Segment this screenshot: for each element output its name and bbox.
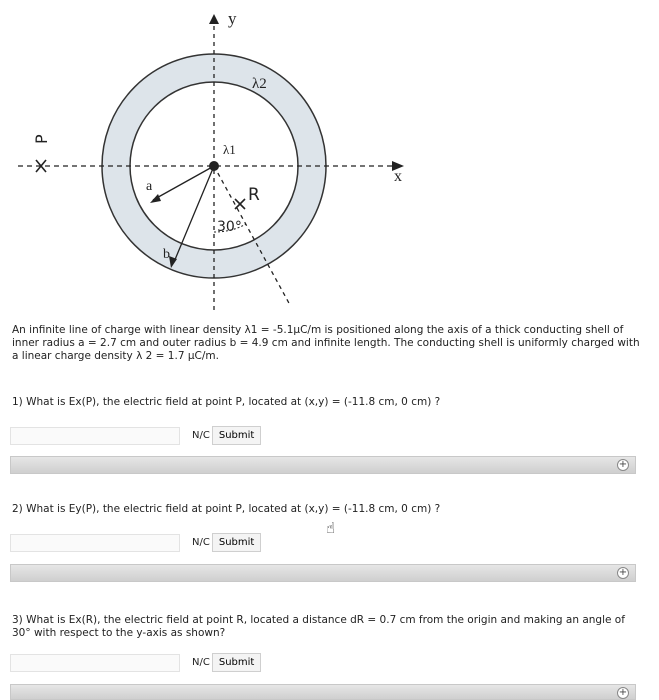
y-axis-arrow	[209, 14, 219, 24]
angle-label: 30°	[217, 219, 242, 235]
question-2-submit-button[interactable]: Submit	[212, 533, 261, 552]
x-axis-label: x	[394, 168, 402, 185]
question-2-answer-input[interactable]	[10, 534, 180, 552]
hand-cursor-icon: ☝	[326, 519, 336, 537]
question-3-answer-input[interactable]	[10, 654, 180, 672]
question-1-answer-input[interactable]	[10, 427, 180, 445]
y-axis-label: y	[228, 9, 237, 28]
question-1-hint-bar[interactable]	[10, 456, 636, 474]
question-2-text: 2) What is Ey(P), the electric field at point P, located at (x,y) = (-11.8 cm, 0 cm) ?	[12, 503, 441, 515]
question-2-unit: N/C	[192, 537, 210, 548]
question-3-text: 3) What is Ex(R), the electric field at point R, located a distance dR = 0.7 cm from the origin and making an angle of 30° with respect to the y-axis as shown?	[12, 614, 625, 639]
lambda2-label: λ2	[252, 76, 267, 92]
question-1-text: 1) What is Ex(P), the electric field at point P, located at (x,y) = (-11.8 cm, 0 cm) ?	[12, 396, 441, 408]
question-1-unit: N/C	[192, 430, 210, 441]
question-1-answer-row	[10, 426, 261, 445]
question-3-answer-row	[10, 653, 261, 672]
plus-icon[interactable]: +	[618, 567, 628, 578]
question-3-hint-bar[interactable]	[10, 684, 636, 700]
plus-icon[interactable]: +	[618, 687, 628, 698]
lambda1-label: λ1	[223, 142, 236, 157]
problem-statement: An infinite line of charge with linear density λ1 = -5.1μC/m is positioned along the axis of a thick conducting shell of inner radius a = 2.7 cm and outer radius b = 4.9 cm and infinite length. The conducting shell is uniformly charged with a linear charge density λ 2 = 1.7 μC/m.	[12, 324, 640, 362]
question-1-submit-button[interactable]: Submit	[212, 426, 261, 445]
question-3-submit-button[interactable]: Submit	[212, 653, 261, 672]
question-2-answer-row	[10, 533, 261, 552]
point-r-label: R	[248, 185, 260, 205]
plus-icon[interactable]: +	[618, 459, 628, 470]
radius-b-label: b	[163, 247, 170, 262]
question-2-hint-bar[interactable]	[10, 564, 636, 582]
problem-figure	[0, 0, 659, 320]
question-3-unit: N/C	[192, 657, 210, 668]
radius-a-label: a	[146, 179, 153, 194]
point-p-label: P	[32, 134, 51, 144]
